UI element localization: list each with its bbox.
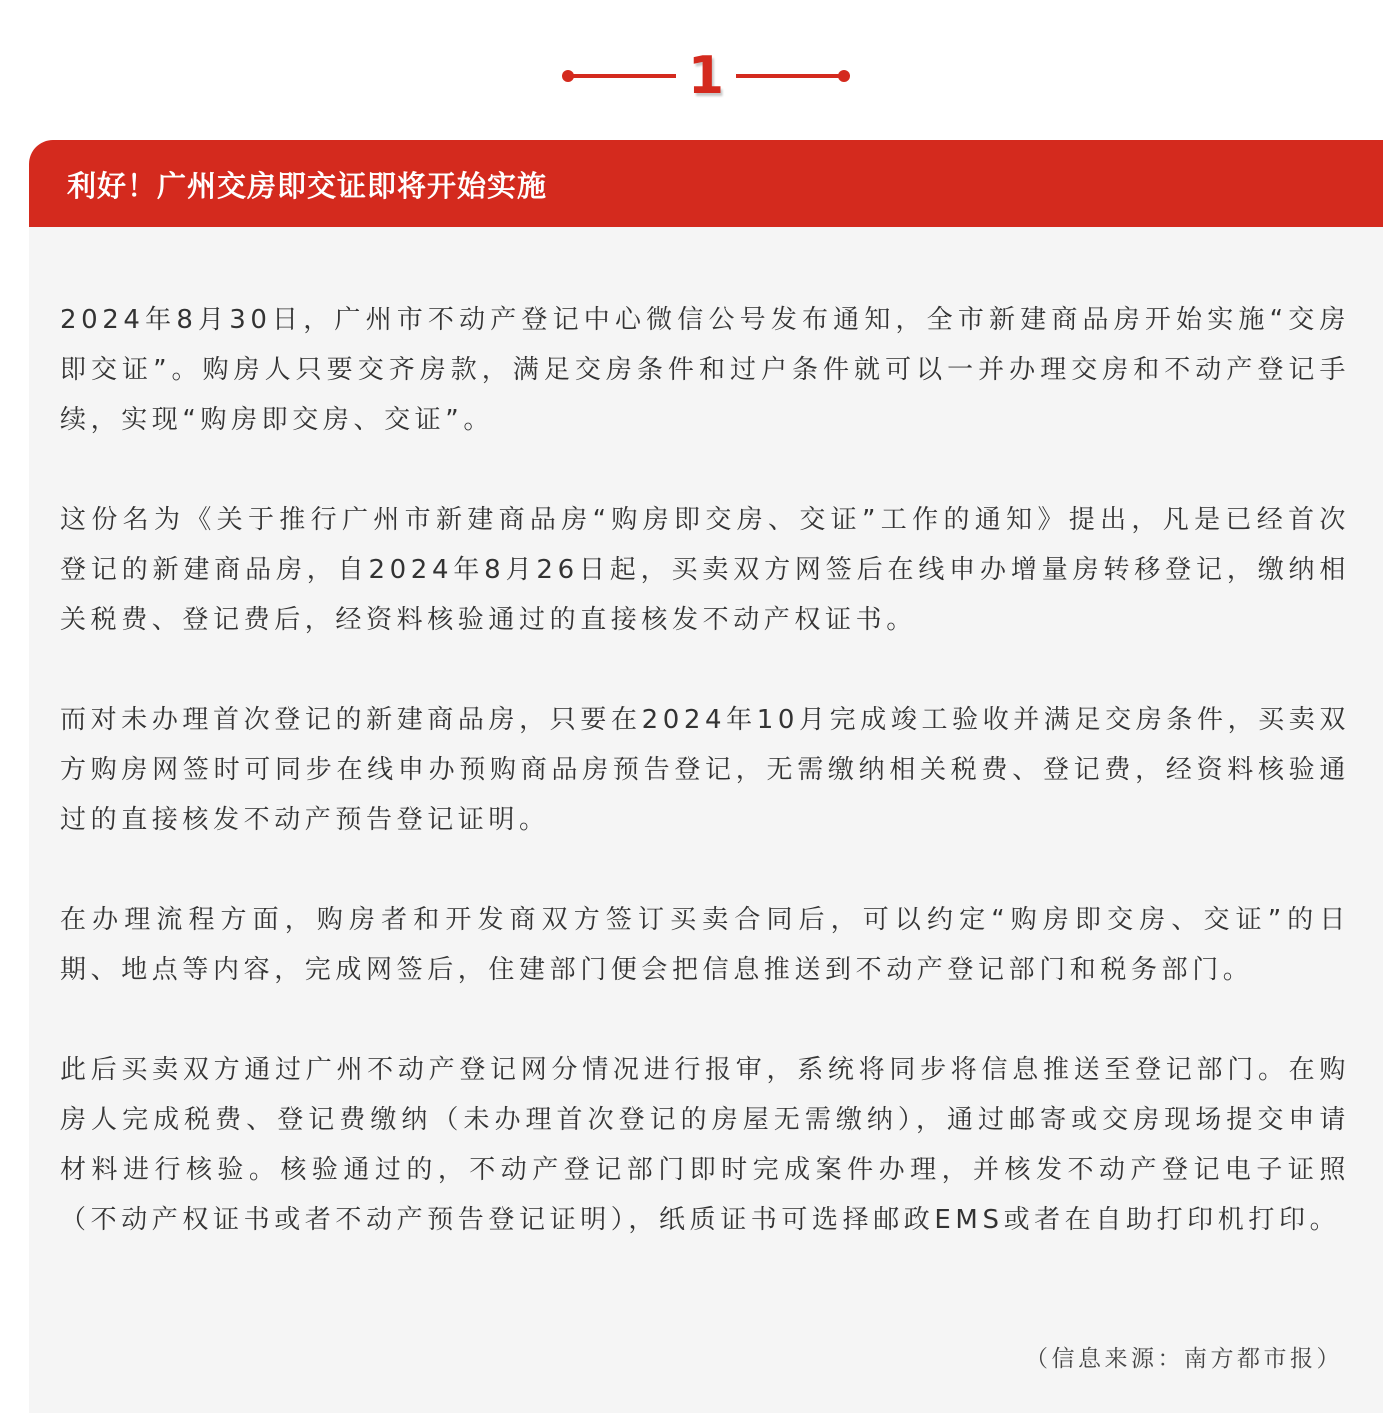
marker-line-right: [736, 74, 844, 78]
article-body: [29, 227, 1383, 1413]
marker-line-left: [568, 74, 676, 78]
headline-banner: [29, 140, 1383, 227]
headline-title: 利好！广州交房即交证即将开始实施: [67, 169, 548, 203]
article-paragraph-4: 在办理流程方面，购房者和开发商双方签订买卖合同后，可以约定“购房即交房、交证”的日期、地点等内容，完成网签后，住建部门便会把信息推送到不动产登记部门和税务部门。: [60, 905, 1350, 985]
article-source: （信息来源：南方都市报）: [1025, 1346, 1343, 1372]
article-paragraph-5: 此后买卖双方通过广州不动产登记网分情况进行报审，系统将同步将信息推送至登记部门。在购房人完成税费、登记费缴纳（未办理首次登记的房屋无需缴纳），通过邮寄或交房现场提交申请材料进行核验。核验通过的，不动产登记部门即时完成案件办理，并核发不动产登记电子证照（不动产权证书或者不动产预告登记证明），纸质证书可选择邮政EMS或者在自助打印机打印。: [60, 1055, 1350, 1235]
article-paragraph-1: 2024年8月30日，广州市不动产登记中心微信公号发布通知，全市新建商品房开始实施“交房即交证”。购房人只要交齐房款，满足交房条件和过户条件就可以一并办理交房和不动产登记手续，实现“购房即交房、交证”。: [60, 305, 1350, 435]
section-number: 1: [687, 46, 725, 106]
article-paragraph-2: 这份名为《关于推行广州市新建商品房“购房即交房、交证”工作的通知》提出，凡是已经首次登记的新建商品房，自2024年8月26日起，买卖双方网签后在线申办增量房转移登记，缴纳相关税费、登记费后，经资料核验通过的直接核发不动产权证书。: [60, 505, 1350, 635]
marker-dot-right: [838, 70, 850, 82]
article-paragraph-3: 而对未办理首次登记的新建商品房，只要在2024年10月完成竣工验收并满足交房条件，买卖双方购房网签时可同步在线申办预购商品房预告登记，无需缴纳相关税费、登记费，经资料核验通过的直接核发不动产预告登记证明。: [60, 705, 1350, 835]
section-number-marker: [560, 45, 852, 107]
